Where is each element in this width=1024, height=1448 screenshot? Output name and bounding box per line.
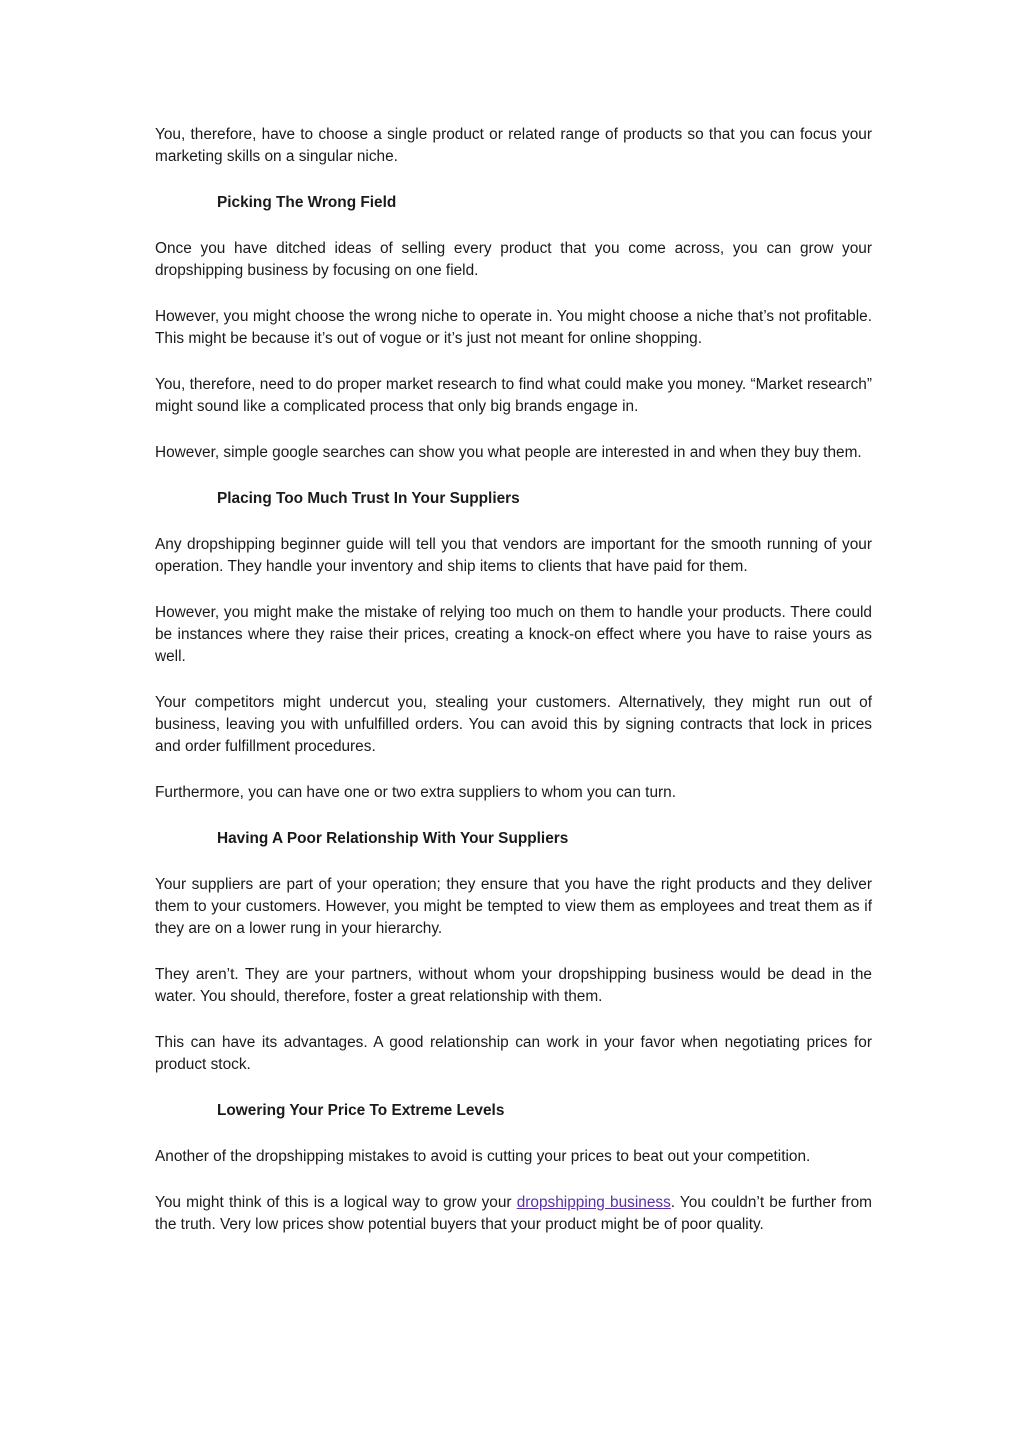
heading-poor-relationship: Having A Poor Relationship With Your Suppliers — [217, 830, 569, 847]
paragraph-choose-single-product: You, therefore, have to choose a single product or related range of products so that you can focus your marketing skills on a singular niche. — [155, 126, 872, 165]
paragraph-wrong-niche: However, you might choose the wrong niche to operate in. You might choose a niche that’s not profitable. This might be because it’s out of vogue or it’s just not meant for online shopping. — [155, 308, 872, 347]
heading-trust-suppliers: Placing Too Much Trust In Your Suppliers — [217, 490, 520, 507]
paragraph-extra-suppliers: Furthermore, you can have one or two extra suppliers to whom you can turn. — [155, 784, 676, 801]
paragraph-vendors-important: Any dropshipping beginner guide will tell you that vendors are important for the smooth running of your operation. They handle your inventory and ship items to clients that have paid for them. — [155, 536, 872, 575]
paragraph-relying-too-much: However, you might make the mistake of relying too much on them to handle your products. There could be instances where they raise their prices, creating a knock-on effect where you have to raise yours as well. — [155, 604, 872, 665]
heading-picking-wrong-field: Picking The Wrong Field — [217, 194, 397, 211]
paragraph-cutting-prices: Another of the dropshipping mistakes to avoid is cutting your prices to beat out your competition. — [155, 1148, 811, 1165]
paragraph-text-after-link: . You couldn’t be further from the truth. Very low prices show potential buyers that your product might be of poor quality. — [155, 1194, 872, 1233]
paragraph-focus-one-field: Once you have ditched ideas of selling every product that you come across, you can grow your dropshipping business by focusing on one field. — [155, 240, 872, 279]
paragraph-logical-way — [155, 1192, 872, 1236]
document-page — [155, 124, 872, 1260]
paragraph-advantages: This can have its advantages. A good relationship can work in your favor when negotiating prices for product stock. — [155, 1034, 872, 1073]
paragraph-partners: They aren’t. They are your partners, without whom your dropshipping business would be dead in the water. You should, therefore, foster a great relationship with them. — [155, 966, 872, 1005]
paragraph-competitors-undercut: Your competitors might undercut you, stealing your customers. Alternatively, they might run out of business, leaving you with unfulfilled orders. You can avoid this by signing contracts that lock in prices and order fulfillment procedures. — [155, 694, 872, 755]
paragraph-market-research: You, therefore, need to do proper market research to find what could make you money. “Market research” might sound like a complicated process that only big brands engage in. — [155, 376, 872, 415]
dropshipping-business-link[interactable]: dropshipping business — [516, 1194, 671, 1211]
paragraph-text-before-link: You might think of this is a logical way to grow your — [155, 1194, 517, 1211]
heading-lowering-price: Lowering Your Price To Extreme Levels — [217, 1102, 505, 1119]
paragraph-google-searches: However, simple google searches can show you what people are interested in and when they buy them. — [155, 444, 862, 461]
paragraph-suppliers-part-of-operation: Your suppliers are part of your operation; they ensure that you have the right products and they deliver them to your customers. However, you might be tempted to view them as employees and treat them as if they are on a lower rung in your hierarchy. — [155, 876, 872, 937]
